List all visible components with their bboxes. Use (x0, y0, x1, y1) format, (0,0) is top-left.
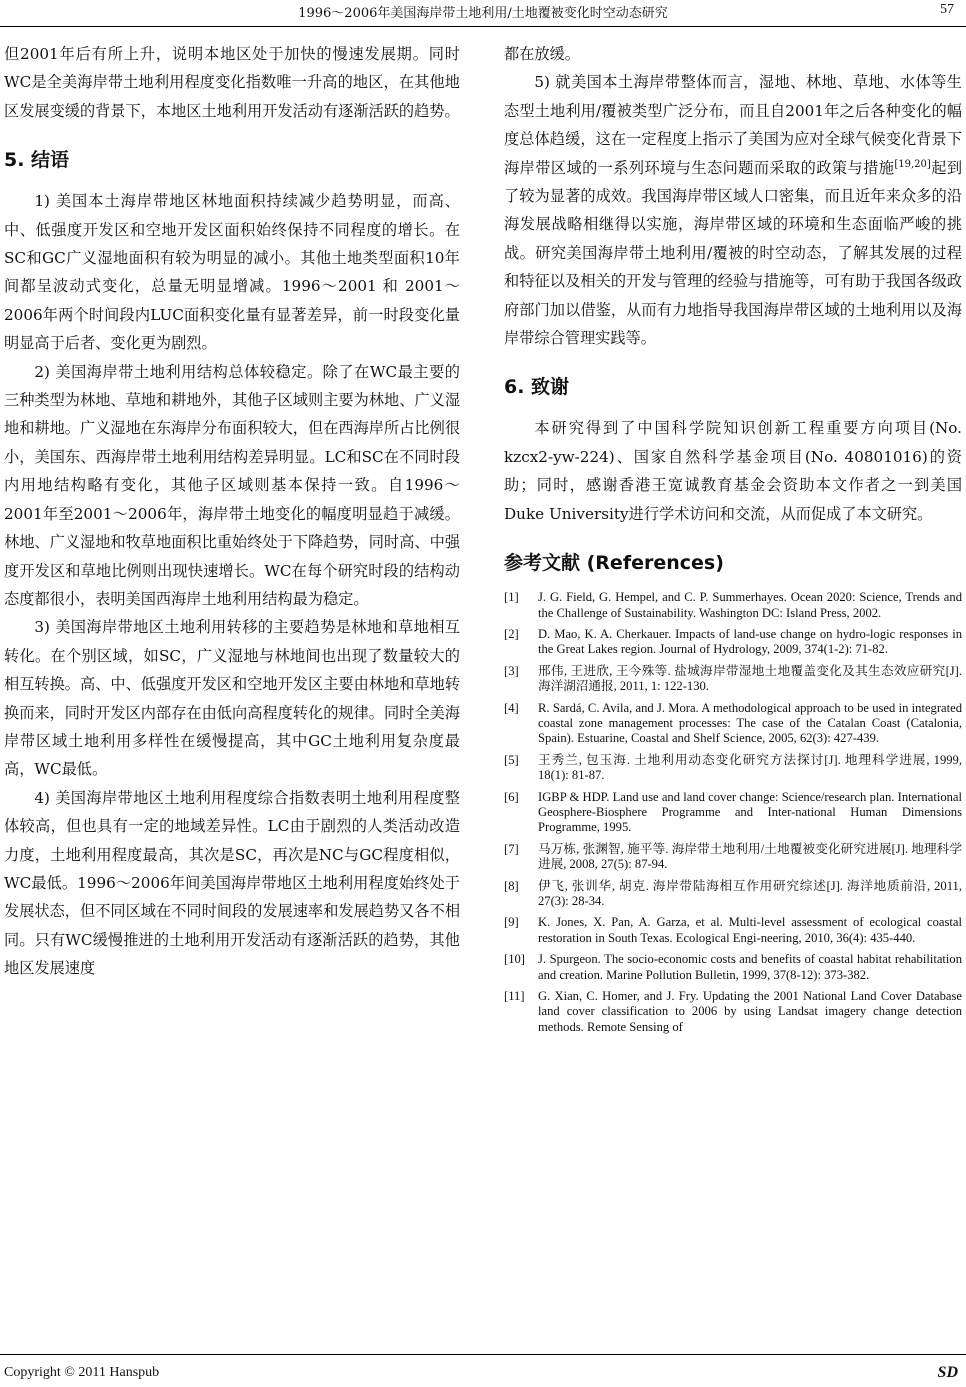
left-column (4, 40, 460, 983)
conclusion-point-4: 4) 美国海岸带地区土地利用程度综合指数表明土地利用程度整体较高，但也具有一定的地域差异性。LC由于剧烈的人类活动改造力度，土地利用程度最高，其次是SC，再次是NC与GC程度相似，WC最低。1996～2006年间美国海岸带地区土地利用程度始终处于发展状态，但不同区域在不同时间段的发展速率和发展趋势又各不相同。只有WC缓慢推进的土地利用开发活动有逐渐活跃的趋势，其他地区发展速度 (4, 788, 460, 978)
conclusion-point-5-text-b: 起到了较为显著的成效。我国海岸带区域人口密集，而且近年来众多的沿海发展战略相继得以实施，海岸带区域的环境和生态面临严峻的挑战。研究美国海岸带土地利用/覆被的时空动态，了解其发展的过程和特征以及相关的开发与管理的经验与措施等，可有助于我国各级政府部门加以借鉴，从而有力地指导我国海岸带区域的土地利用以及海岸带综合管理实践等。 (504, 158, 963, 348)
page-header (0, 0, 966, 27)
reference-number: [9] (504, 915, 519, 930)
reference-text: 伊飞, 张训华, 胡克. 海岸带陆海相互作用研究综述[J]. 海洋地质前沿, 2011, 27(3): 28-34. (538, 878, 962, 908)
conclusion-point-1: 1) 美国本土海岸带地区林地面积持续减少趋势明显，而高、中、低强度开发区和空地开发区面积始终保持不同程度的增长。在SC和GC广义湿地面积有较为明显的减小。其他土地类型面积10年间都呈波动式变化，总量无明显增减。1996～2001 和 2001～2006年两个时间段内LUC面积变化量有显著差异，前一时段变化量明显高于后者、变化更为剧烈。 (4, 192, 460, 353)
conclusion-point-2: 2) 美国海岸带土地利用结构总体较稳定。除了在WC最主要的三种类型为林地、草地和耕地外，其他子区域则主要为林地、广义湿地和耕地。广义湿地在东海岸分布面积较大，但在西海岸所占比例很小，美国东、西海岸带土地利用结构差异明显。LC和SC在不同时段内用地结构略有变化，其他子区域则基本保持一致。自1996～2001年至2001～2006年，海岸带土地变化的幅度明显趋于减缓。林地、广义湿地和牧草地面积比重始终处于下降趋势，同时高、中强度开发区和草地比例则出现快速增长。WC在每个研究时段的结构动态度都很小，表明美国西海岸土地利用结构最为稳定。 (4, 362, 460, 608)
reference-text: J. Spurgeon. The socio-economic costs and benefits of coastal habitat rehabilitation and creation. Marine Pollution Bulletin, 1999, 37(8-12): 373-382. (538, 952, 962, 982)
journal-abbreviation: SD (937, 1364, 958, 1381)
reference-item (504, 790, 962, 836)
reference-number: [5] (504, 752, 519, 767)
reference-number: [3] (504, 663, 519, 678)
citation-superscript: [19,20] (894, 158, 931, 170)
conclusion-point-3: 3) 美国海岸带地区土地利用转移的主要趋势是林地和草地相互转化。在个别区域，如SC，广义湿地与林地间也出现了数量较大的相互转换。高、中、低强度开发区和空地开发区主要由林地和草地转换而来，同时开发区内部存在由低向高程度转化的规律。同时全美海岸带区域土地利用多样性在缓慢提高，其中GC土地利用复杂度最高，WC最低。 (4, 618, 460, 779)
reference-item (504, 842, 962, 873)
page-footer (0, 1354, 966, 1387)
conclusion-point-5 (504, 68, 962, 352)
section-heading-conclusion: 5. 结语 (4, 149, 70, 172)
conclusion-point-5-text-a: 5) 就美国本土海岸带整体而言，湿地、林地、草地、水体等生态型土地利用/覆被类型广泛分布，而且自2001年之后各种变化的幅度总体趋缓，这在一定程度上指示了美国为应对全球气候变化背景下海岸带区域的一系列环境与生态问题而采取的政策与措施 (504, 73, 962, 177)
right-column (504, 40, 962, 1041)
section-heading-acknowledgement: 6. 致谢 (504, 376, 570, 399)
reference-text: 马万栋, 张渊智, 施平等. 海岸带土地利用/土地覆被变化研究进展[J]. 地理科学进展, 2008, 27(5): 87-94. (538, 841, 962, 872)
paragraph-continued: 但2001年后有所上升，说明本地区处于加快的慢速发展期。同时WC是全美海岸带土地利用程度变化指数唯一升高的地区，在其他地区发展变缓的背景下，本地区土地利用开发活动有逐渐活跃的趋势。 (4, 45, 460, 120)
reference-text: K. Jones, X. Pan, A. Garza, et al. Multi-level assessment of ecological coastal restoration in South Texas. Ecological Engi-neering, 2010, 36(4): 435-440. (538, 915, 962, 945)
reference-item (504, 590, 962, 621)
reference-number: [2] (504, 626, 519, 641)
reference-number: [8] (504, 878, 519, 893)
reference-text: G. Xian, C. Homer, and J. Fry. Updating the 2001 National Land Cover Database land cover classification to 2006 by using Landsat imagery change detection methods. Remote Sensing of (538, 989, 962, 1034)
reference-item (504, 879, 962, 910)
reference-item (504, 952, 962, 983)
page-number: 57 (940, 2, 954, 17)
references-heading: 参考文献 (References) (504, 552, 724, 575)
reference-item (504, 627, 962, 658)
reference-number: [4] (504, 700, 519, 715)
reference-number: [7] (504, 841, 519, 856)
reference-item (504, 664, 962, 695)
reference-text: 王秀兰, 包玉海. 土地利用动态变化研究方法探讨[J]. 地理科学进展, 1999, 18(1): 81-87. (538, 752, 962, 783)
acknowledgement-text: 本研究得到了中国科学院知识创新工程重要方向项目(No. kzcx2-yw-224)、国家自然科学基金项目(No. 40801016)的资助；同时，感谢香港王宽诚教育基金会资助本文作者之一到美国Duke University进行学术访问和交流，从而促成了本文研究。 (504, 419, 962, 523)
reference-number: [6] (504, 789, 519, 804)
reference-item (504, 753, 962, 784)
reference-number: [1] (504, 590, 519, 605)
reference-number: [10] (504, 952, 525, 967)
reference-number: [11] (504, 989, 525, 1004)
reference-text: IGBP & HDP. Land use and land cover change: Science/research plan. International Geosphere-Biosphere Programme and Inter-national Human Dimensions Programme, 1995. (538, 789, 962, 835)
reference-list (504, 590, 962, 1035)
reference-text: R. Sardá, C. Avila, and J. Mora. A methodological approach to be used in integrated coastal zone management processes: The case of the Catalan Coast (Catalonia, Spain). Estuarine, Coastal and Shelf Science, 2005, 62(3): 427-439. (538, 700, 962, 746)
reference-text: 邢伟, 王进欣, 王今殊等. 盐城海岸带湿地土地覆盖变化及其生态效应研究[J]. 海洋湖沼通报, 2011, 1: 122-130. (538, 663, 962, 694)
reference-item (504, 915, 962, 946)
reference-item (504, 701, 962, 747)
reference-text: D. Mao, K. A. Cherkauer. Impacts of land-use change on hydro-logic responses in the Great Lakes region. Journal of Hydrology, 2009, 374(1-2): 71-82. (538, 626, 962, 657)
running-title: 1996～2006年美国海岸带土地利用/土地覆被变化时空动态研究 (298, 6, 668, 21)
conclusion-point-4-continued: 都在放缓。 (504, 45, 580, 63)
reference-text: J. G. Field, G. Hempel, and C. P. Summerhayes. Ocean 2020: Science, Trends and the Challenge of Sustainability. Washington DC: Island Press, 2002. (538, 590, 962, 620)
copyright-notice: Copyright © 2011 Hanspub (4, 1365, 160, 1380)
reference-item (504, 989, 962, 1035)
